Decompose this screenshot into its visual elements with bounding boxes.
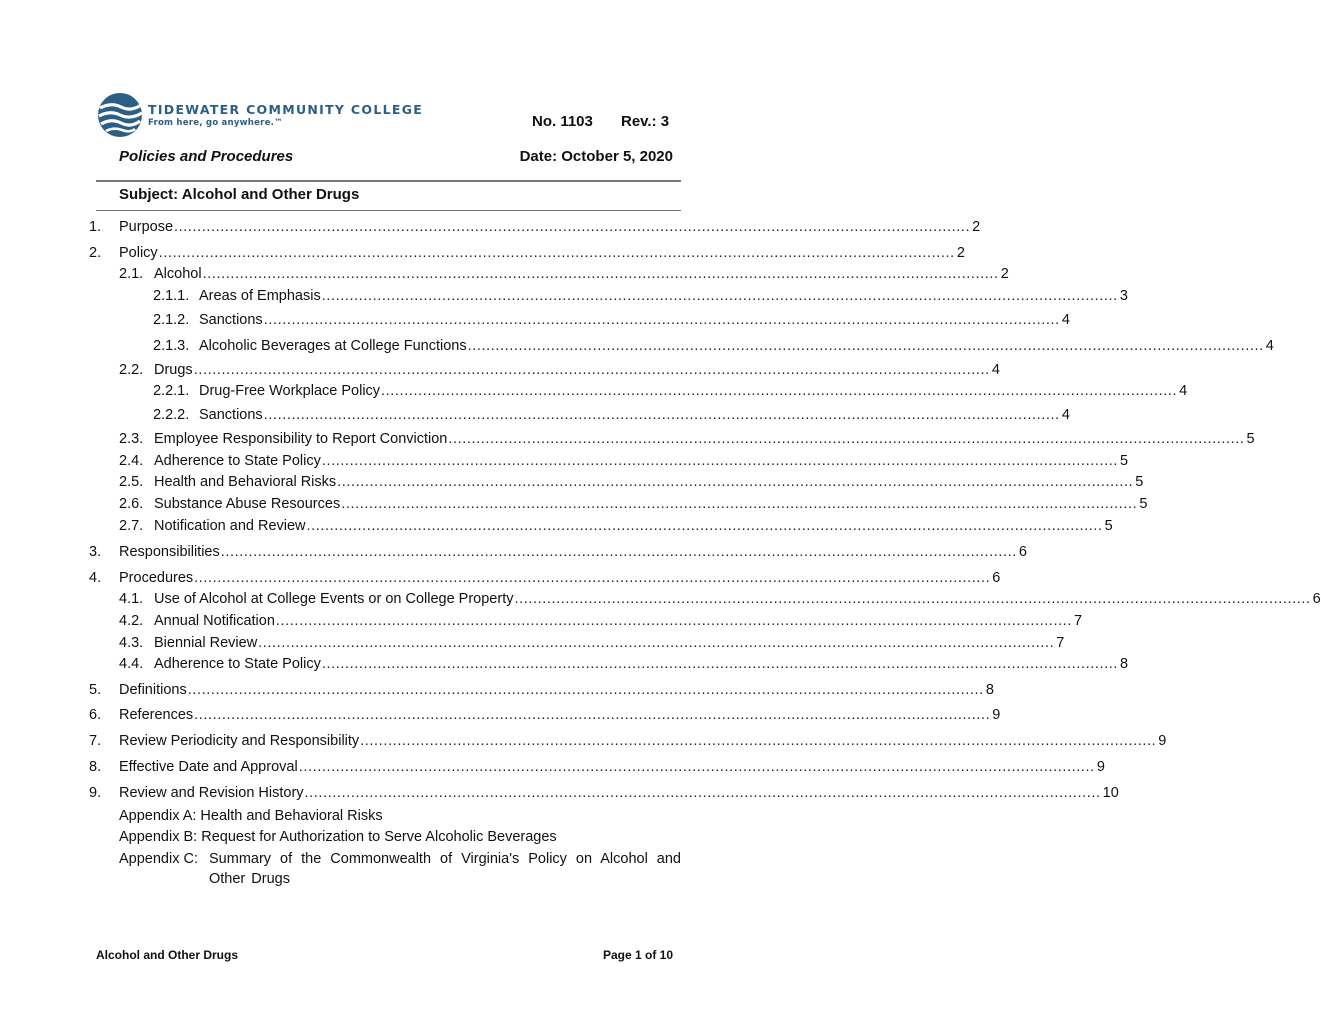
toc-title: Purpose bbox=[119, 219, 174, 235]
toc-entry[interactable] bbox=[89, 707, 1001, 727]
toc-title: Sanctions bbox=[199, 312, 263, 328]
toc-title: Use of Alcohol at College Events or on College Property bbox=[154, 591, 514, 607]
toc-number: 2.1. bbox=[119, 266, 144, 282]
toc-entry[interactable] bbox=[89, 759, 1105, 779]
toc-title: Review Periodicity and Responsibility bbox=[119, 733, 360, 749]
toc-leader: ............................................................................................................................................................................ bbox=[193, 362, 990, 378]
toc-leader: ............................................................................................................................................................................ bbox=[514, 591, 1311, 607]
toc-page: 9 bbox=[1158, 733, 1167, 749]
toc-entry[interactable] bbox=[119, 453, 1129, 473]
toc-title: Annual Notification bbox=[154, 613, 275, 629]
toc-entry[interactable] bbox=[89, 570, 1001, 590]
toc-leader: ............................................................................................................................................................................ bbox=[321, 656, 1118, 672]
toc-title: Drug-Free Workplace Policy bbox=[199, 383, 381, 399]
toc-leader: ............................................................................................................................................................................ bbox=[174, 219, 971, 235]
toc-number: 2.6. bbox=[119, 496, 144, 512]
toc-page: 4 bbox=[1265, 338, 1274, 354]
toc-title: Employee Responsibility to Report Conviction bbox=[154, 431, 448, 447]
toc-entry[interactable] bbox=[119, 518, 1113, 538]
toc-entry[interactable] bbox=[119, 613, 1083, 633]
toc-entry[interactable] bbox=[119, 591, 1321, 611]
toc-leader: ............................................................................................................................................................................ bbox=[467, 338, 1264, 354]
subject-line: Subject: Alcohol and Other Drugs bbox=[119, 186, 360, 203]
toc-page: 5 bbox=[1246, 431, 1255, 447]
toc-page: 6 bbox=[992, 570, 1001, 586]
toc-entry[interactable] bbox=[153, 383, 1188, 403]
toc-entry[interactable] bbox=[89, 682, 994, 702]
toc-page: 9 bbox=[1096, 759, 1105, 775]
toc-entry[interactable] bbox=[119, 635, 1065, 655]
toc-leader: ............................................................................................................................................................................ bbox=[263, 312, 1060, 328]
toc-leader: ............................................................................................................................................................................ bbox=[298, 759, 1095, 775]
toc-leader: ............................................................................................................................................................................ bbox=[306, 518, 1103, 534]
toc-title: Biennial Review bbox=[154, 635, 258, 651]
toc-title: Review and Revision History bbox=[119, 785, 304, 801]
section-label: Policies and Procedures bbox=[119, 148, 294, 165]
toc-entry[interactable] bbox=[89, 544, 1027, 564]
toc-entry[interactable] bbox=[153, 338, 1274, 358]
toc-leader: ............................................................................................................................................................................ bbox=[258, 635, 1055, 651]
toc-leader: ............................................................................................................................................................................ bbox=[360, 733, 1157, 749]
toc-page: 2 bbox=[1000, 266, 1009, 282]
footer-title: Alcohol and Other Drugs bbox=[96, 948, 239, 962]
toc-entry[interactable] bbox=[119, 496, 1148, 516]
policy-number: No. 1103 bbox=[532, 113, 593, 130]
toc-leader: ............................................................................................................................................................................ bbox=[337, 474, 1134, 490]
toc-page: 6 bbox=[1018, 544, 1027, 560]
toc-number: 2.1.1. bbox=[153, 288, 190, 304]
toc-page: 7 bbox=[1074, 613, 1083, 629]
toc-title: Alcohol bbox=[154, 266, 202, 282]
toc-leader: ............................................................................................................................................................................ bbox=[321, 453, 1118, 469]
toc-entry[interactable] bbox=[119, 362, 1000, 382]
toc-number: 2.5. bbox=[119, 474, 144, 490]
toc-number: 7. bbox=[89, 733, 102, 749]
appendix-c[interactable] bbox=[119, 849, 681, 889]
toc-page: 4 bbox=[991, 362, 1000, 378]
toc-leader: ............................................................................................................................................................................ bbox=[263, 407, 1060, 423]
toc-entry[interactable] bbox=[119, 474, 1144, 494]
toc-page: 9 bbox=[992, 707, 1001, 723]
toc-leader: ............................................................................................................................................................................ bbox=[321, 288, 1118, 304]
toc-number: 4.4. bbox=[119, 656, 144, 672]
toc-number: 2.1.3. bbox=[153, 338, 190, 354]
toc-title: Drugs bbox=[154, 362, 193, 378]
toc-title: Alcoholic Beverages at College Functions bbox=[199, 338, 467, 354]
toc-leader: ............................................................................................................................................................................ bbox=[202, 266, 999, 282]
toc-number: 4.1. bbox=[119, 591, 144, 607]
toc-page: 4 bbox=[1061, 312, 1070, 328]
toc-number: 5. bbox=[89, 682, 102, 698]
logo-name: TIDEWATER COMMUNITY COLLEGE bbox=[148, 102, 424, 117]
toc-entry[interactable] bbox=[89, 785, 1119, 805]
toc-title: Areas of Emphasis bbox=[199, 288, 321, 304]
toc-title: References bbox=[119, 707, 194, 723]
appendix-b[interactable]: Appendix B: Request for Authorization to Serve Alcoholic Beverages bbox=[119, 829, 557, 845]
toc-number: 1. bbox=[89, 219, 102, 235]
page-number: Page 1 of 10 bbox=[602, 948, 673, 962]
appendix-c-label: Appendix C: bbox=[119, 851, 198, 867]
toc-title: Substance Abuse Resources bbox=[154, 496, 341, 512]
toc-number: 6. bbox=[89, 707, 102, 723]
toc-title: Procedures bbox=[119, 570, 194, 586]
toc-leader: ............................................................................................................................................................................ bbox=[158, 245, 955, 261]
toc-number: 4.2. bbox=[119, 613, 144, 629]
toc-title: Responsibilities bbox=[119, 544, 220, 560]
header-divider bbox=[96, 180, 681, 182]
toc-page: 5 bbox=[1104, 518, 1113, 534]
appendix-c-text: Summary of the Commonwealth of Virginia's Policy on Alcohol and Other Drugs bbox=[209, 851, 681, 887]
logo-tagline: From here, go anywhere.™ bbox=[148, 118, 283, 128]
toc-page: 8 bbox=[1119, 656, 1129, 672]
toc-page: 10 bbox=[1102, 785, 1119, 801]
policy-date: Date: October 5, 2020 bbox=[519, 148, 673, 165]
toc-number: 4.3. bbox=[119, 635, 144, 651]
toc-leader: ............................................................................................................................................................................ bbox=[194, 570, 991, 586]
toc-leader: ............................................................................................................................................................................ bbox=[304, 785, 1101, 801]
toc-entry[interactable] bbox=[89, 733, 1167, 753]
toc-leader: ............................................................................................................................................................................ bbox=[448, 431, 1245, 447]
appendix-a[interactable]: Appendix A: Health and Behavioral Risks bbox=[119, 808, 383, 824]
toc-entry[interactable] bbox=[119, 431, 1255, 451]
toc-leader: ............................................................................................................................................................................ bbox=[341, 496, 1138, 512]
toc-leader: ............................................................................................................................................................................ bbox=[194, 707, 991, 723]
toc-entry[interactable] bbox=[153, 312, 1070, 332]
toc-entry[interactable] bbox=[153, 407, 1070, 427]
subject-divider bbox=[96, 210, 681, 211]
toc-page: 2 bbox=[972, 219, 981, 235]
toc-page: 7 bbox=[1056, 635, 1065, 651]
toc-leader: ............................................................................................................................................................................ bbox=[220, 544, 1017, 560]
toc-entry[interactable] bbox=[89, 245, 965, 265]
toc-entry[interactable] bbox=[89, 219, 981, 239]
college-seal-icon bbox=[97, 92, 143, 138]
toc-page: 4 bbox=[1061, 407, 1070, 423]
toc-title: Sanctions bbox=[199, 407, 263, 423]
toc-page: 2 bbox=[956, 245, 965, 261]
toc-page: 5 bbox=[1139, 496, 1148, 512]
toc-title: Effective Date and Approval bbox=[119, 759, 298, 775]
toc-number: 2.2. bbox=[119, 362, 144, 378]
toc-number: 9. bbox=[89, 785, 102, 801]
toc-number: 2.2.2. bbox=[153, 407, 190, 423]
toc-page: 5 bbox=[1119, 453, 1129, 469]
toc-title: Policy bbox=[119, 245, 158, 261]
toc-page: 4 bbox=[1179, 383, 1188, 399]
toc-number: 2. bbox=[89, 245, 102, 261]
toc-title: Adherence to State Policy bbox=[154, 656, 321, 672]
toc-leader: ............................................................................................................................................................................ bbox=[381, 383, 1178, 399]
toc-number: 3. bbox=[89, 544, 102, 560]
toc-number: 2.4. bbox=[119, 453, 144, 469]
toc-number: 2.7. bbox=[119, 518, 144, 534]
toc-number: 8. bbox=[89, 759, 102, 775]
toc-title: Adherence to State Policy bbox=[154, 453, 321, 469]
revision-number: Rev.: 3 bbox=[621, 113, 670, 130]
toc-entry[interactable] bbox=[119, 266, 1009, 286]
college-logo bbox=[97, 92, 424, 138]
toc-title: Notification and Review bbox=[154, 518, 306, 534]
toc-number: 2.3. bbox=[119, 431, 144, 447]
toc-title: Definitions bbox=[119, 682, 187, 698]
toc-number: 4. bbox=[89, 570, 102, 586]
toc-number: 2.1.2. bbox=[153, 312, 190, 328]
toc-leader: ............................................................................................................................................................................ bbox=[275, 613, 1073, 629]
toc-page: 5 bbox=[1135, 474, 1144, 490]
toc-number: 2.2.1. bbox=[153, 383, 190, 399]
toc-leader: ............................................................................................................................................................................ bbox=[187, 682, 984, 698]
toc-title: Health and Behavioral Risks bbox=[154, 474, 337, 490]
toc-entry[interactable] bbox=[119, 656, 1129, 676]
toc-page: 8 bbox=[985, 682, 994, 698]
toc-page: 6 bbox=[1312, 591, 1321, 607]
toc-entry[interactable] bbox=[153, 288, 1128, 308]
toc-page: 3 bbox=[1119, 288, 1128, 304]
